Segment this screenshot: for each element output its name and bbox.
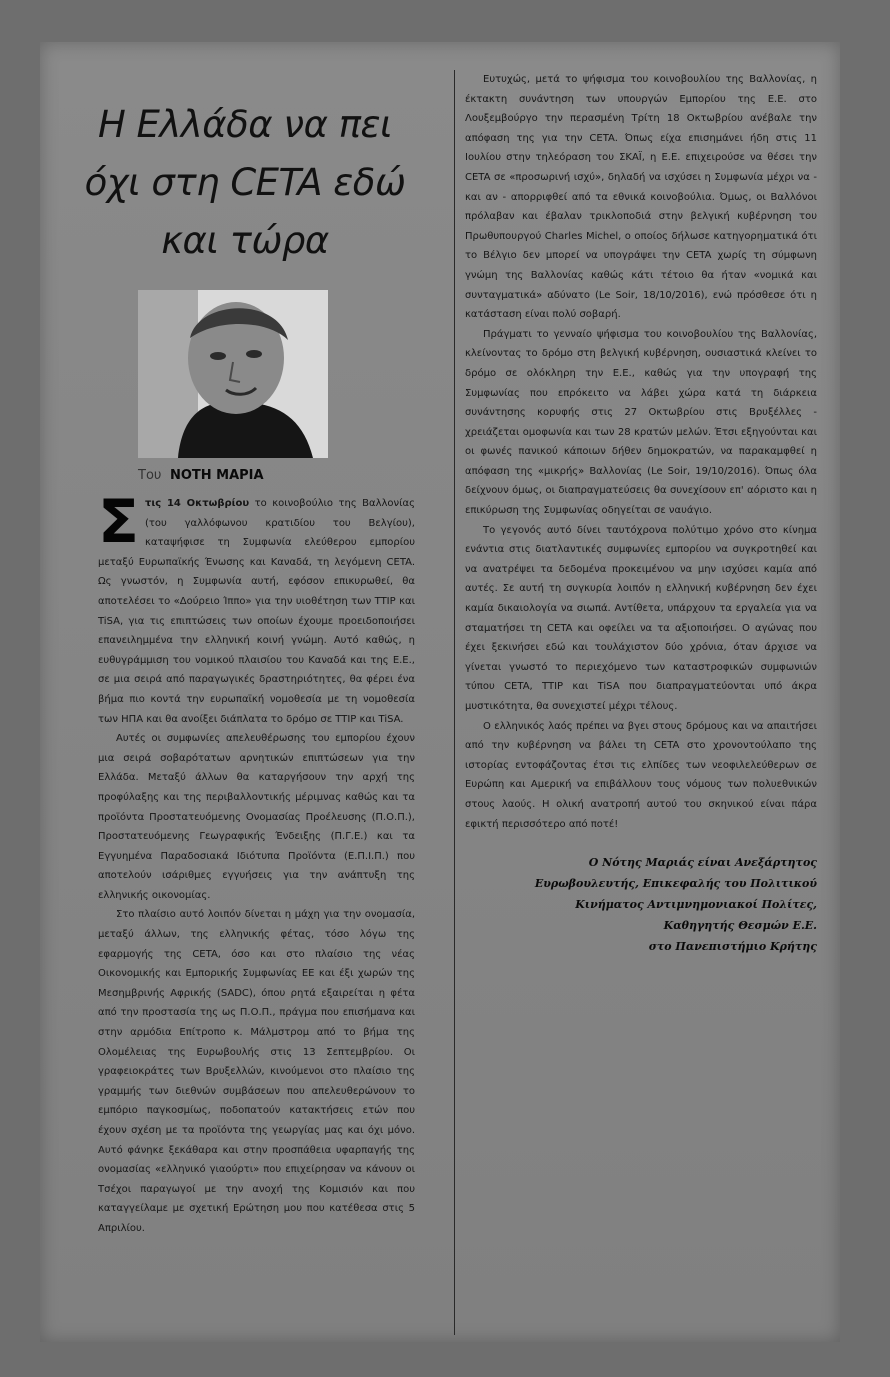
- author-bio-line: Κινήματος Αντιμνημονιακοί Πολίτες,: [575, 898, 817, 912]
- lead-date: τις 14 Οκτωβρίου: [145, 498, 250, 509]
- author-bio-line: Ο Νότης Μαριάς είναι Ανεξάρτητος: [588, 856, 817, 870]
- body-paragraph: Το γεγονός αυτό δίνει ταυτόχρονα πολύτιμο χρόνο στο κίνημα ενάντια στις διατλαντικές συμφωνίες εμπορίου να συγκροτηθεί και να ανατρέψει τα δεδομένα προκειμένου να μην ισχύσει καμία από αυτές. Σε αυτή τη συγκυρία λοιπόν η ελληνική κυβέρνηση δεν έχει καμία δικαιολογία να σιωπά. Αντίθετα, υπάρχουν τα εργαλεία για να σταματήσει τη CETA και οφείλει να τα αξιοποιήσει. Ο αγώνας που έχει ξεκινήσει εδώ και τουλάχιστον δύο χρόνια, όταν άρχισε να γίνεται γνωστό το περιεχόμενο των καταστροφικών συμφωνιών τύπου CETA, TTIP και TiSA που διαπραγματεύονται υπό άκρα μυστικότητα, θα συνεχιστεί μέχρι τέλους.: [465, 524, 817, 712]
- drop-cap: Σ: [98, 487, 139, 557]
- author-bio-line: Καθηγητής Θεσμών Ε.Ε.: [663, 919, 817, 933]
- body-paragraph: Αυτές οι συμφωνίες απελευθέρωσης του εμπορίου έχουν μια σειρά σοβαρότατων αρνητικών επιπτώσεων για την Ελλάδα. Μεταξύ άλλων θα καταργήσουν την αρχή της προφύλαξης και της περιβαλλοντικής μέριμνας καθώς και τα προϊόντα Προστατευόμενης Ονομασίας Προέλευσης (Π.Ο.Π.), Προστατευόμενης Γεωγραφικής Ένδειξης (Π.Γ.Ε.) και τα Εγγυημένα Παραδοσιακά Ιδιότυπα Προϊόντα (Ε.Π.Ι.Π.) που αποτελούν ισάριθμες εγγυήσεις για την ανάπτυξη της ελληνικής οικονομίας.: [98, 733, 415, 901]
- author-portrait-image: [138, 290, 328, 458]
- body-paragraph: Ο ελληνικός λαός πρέπει να βγει στους δρόμους και να απαιτήσει από την κυβέρνηση να βάλει τη CETA στο χρονοντούλαπο της ιστορίας εντοφάζοντας έτσι τις ελπίδες των νεοφιλελεύθερων σε Ευρώπη και Αμερική να επιβάλλουν τους νόμους των πολυεθνικών στους λαούς. Η ολική ανατροπή αυτού του σκηνικού είναι πάρα εφικτή περισσότερο από ποτέ!: [465, 720, 817, 830]
- article-byline: [138, 468, 398, 483]
- author-bio: [465, 852, 817, 957]
- byline-author-name: ΝΟΤΗ ΜΑΡΙΑ: [169, 468, 264, 483]
- author-bio-line: Ευρωβουλευτής, Επικεφαλής του Πολιτικού: [534, 877, 817, 891]
- body-paragraph: Πράγματι το γενναίο ψήφισμα του κοινοβουλίου της Βαλλονίας, κλείνοντας το δρόμο στη βελγική κυβέρνηση, ουσιαστικά κλείνει το δρόμο σε ολόκληρη την Ε.Ε., καθώς για την υπογραφή της Συμφωνίας που επρόκειτο να λάβει χώρα κατά τη διάρκεια συνάντησης κορυφής στις 27 Οκτωβρίου στις Βρυξέλλες - χρειάζεται ομοφωνία και των 28 κρατών μελών. Έτσι εξηγούνται και οι φωνές πανικού κάποιων δήθεν δημοκρατών, να παρακαμφθεί η απόφαση της «μικρής» Βαλλονίας (Le Soir, 19/10/2016). Όπως όλα δείχνουν όμως, οι διαπραγματεύσεις θα συνεχίσουν επ' αόριστο και η επικύρωση της Συμφωνίας οδηγείται σε ναυάγιο.: [465, 328, 817, 517]
- lead-paragraph: [98, 487, 415, 729]
- byline-prefix: Του: [138, 468, 162, 483]
- lead-text: το κοινοβούλιο της Βαλλονίας (του γαλλόφωνου κρατιδίου του Βελγίου), καταψήφισε τη Συμφωνία ελεύθερου εμπορίου μεταξύ Ευρωπαϊκής Ένωσης και Καναδά, τη λεγόμενη CETA. Ως γνωστόν, η Συμφωνία αυτή, εφόσον επικυρωθεί, θα αποτελέσει το «Δούρειο Ίππο» για την υιοθέτηση των TTIP και TiSA, για τις επιπτώσεις των οποίων έχουμε προειδοποιήσει επανειλημμένα την ελληνική κοινή γνώμη. Αυτό καθώς, η ευθυγράμμιση του νομικού πλαισίου του Καναδά και της Ε.Ε., σε μια σειρά από παραγωγικές δραστηριότητες, θα φέρει ένα βήμα πιο κοντά την ευρωπαϊκή νομοθεσία με τη νομοθεσία των ΗΠΑ και θα ανοίξει διάπλατα το δρόμο σε TTIP και TiSA.: [98, 498, 415, 725]
- author-bio-line: στο Πανεπιστήμιο Κρήτης: [648, 940, 817, 954]
- article-headline: Η Ελλάδα να πει όχι στη CETA εδώ και τώρα: [84, 103, 406, 262]
- article-body-left-column: [98, 487, 415, 1239]
- author-photo: [138, 290, 328, 458]
- newspaper-page: [40, 42, 840, 1342]
- article-body-right-column: [465, 70, 817, 957]
- column-divider: [454, 70, 455, 1335]
- body-paragraph: Ευτυχώς, μετά το ψήφισμα του κοινοβουλίου της Βαλλονίας, η έκτακτη συνάντηση των υπουργών Εμπορίου της Ε.Ε. στο Λουξεμβούργο την περασμένη Τρίτη 18 Οκτωβρίου ανέβαλε την απόφαση της για την CETA. Όπως είχα επισημάνει ήδη στις 11 Ιουλίου στην τηλεόραση του ΣΚΑΪ, η Ε.Ε. επιχειρούσε να θέσει την CETA σε «προσωρινή ισχύ», δηλαδή να ισχύσει η Συμφωνία μέχρι να - και αν - απορριφθεί από τα εθνικά κοινοβούλια. Όμως, οι Βαλλόνοι πρόλαβαν και έβαλαν τρικλοποδιά στην βελγική κυβέρνηση του Πρωθυπουργού Charles Michel, ο οποίος δήλωσε κατηγορηματικά ότι το Βέλγιο δεν μπορεί να υπογράψει την CETA χωρίς τη σύμφωνη γνώμη της Βαλλονίας καθώς κάτι τέτοιο θα ήταν «νομικά και συνταγματικά» αδύνατο (Le Soir, 18/10/2016), ενώ πρόσθεσε ότι η κατάσταση είναι πολύ σοβαρή.: [465, 74, 817, 321]
- body-paragraph: Στο πλαίσιο αυτό λοιπόν δίνεται η μάχη για την ονομασία, μεταξύ άλλων, της ελληνικής φέτας, τόσο λόγω της εφαρμογής της CETA, όσο και στο πλαίσιο της νέας Οικονομικής και Εμπορικής Συμφωνίας ΕΕ και έξι χωρών της Μεσημβρινής Αφρικής (SADC), όπου ρητά εξαιρείται η φέτα από την προστασία της ως Π.Ο.Π., πράγμα που επισήμανα και στην αρμόδια Επίτροπο κ. Μάλμστρομ από το βήμα της Ολομέλειας της Ευρωβουλής στις 13 Σεπτεμβρίου. Οι γραφειοκράτες των Βρυξελλών, κινούμενοι στο πλαίσιο της γραμμής των διεθνών συμβάσεων που απελευθερώνουν το εμπόριο παγκοσμίως, ποδοπατούν κατακτήσεις ετών που έχουν σχέση με τα προϊόντα της γεωργίας μας και όχι μόνο. Αυτό φάνηκε ξεκάθαρα και στην προσπάθεια υφαρπαγής της ονομασίας «ελληνικό γιαούρτι» που επιχείρησαν να κάνουν οι Τσέχοι παραγωγοί με την ανοχή της Κομισιόν και που καταγγείλαμε με σχετική Ερώτηση μου που κατέθεσα στις 5 Απριλίου.: [98, 909, 415, 1234]
